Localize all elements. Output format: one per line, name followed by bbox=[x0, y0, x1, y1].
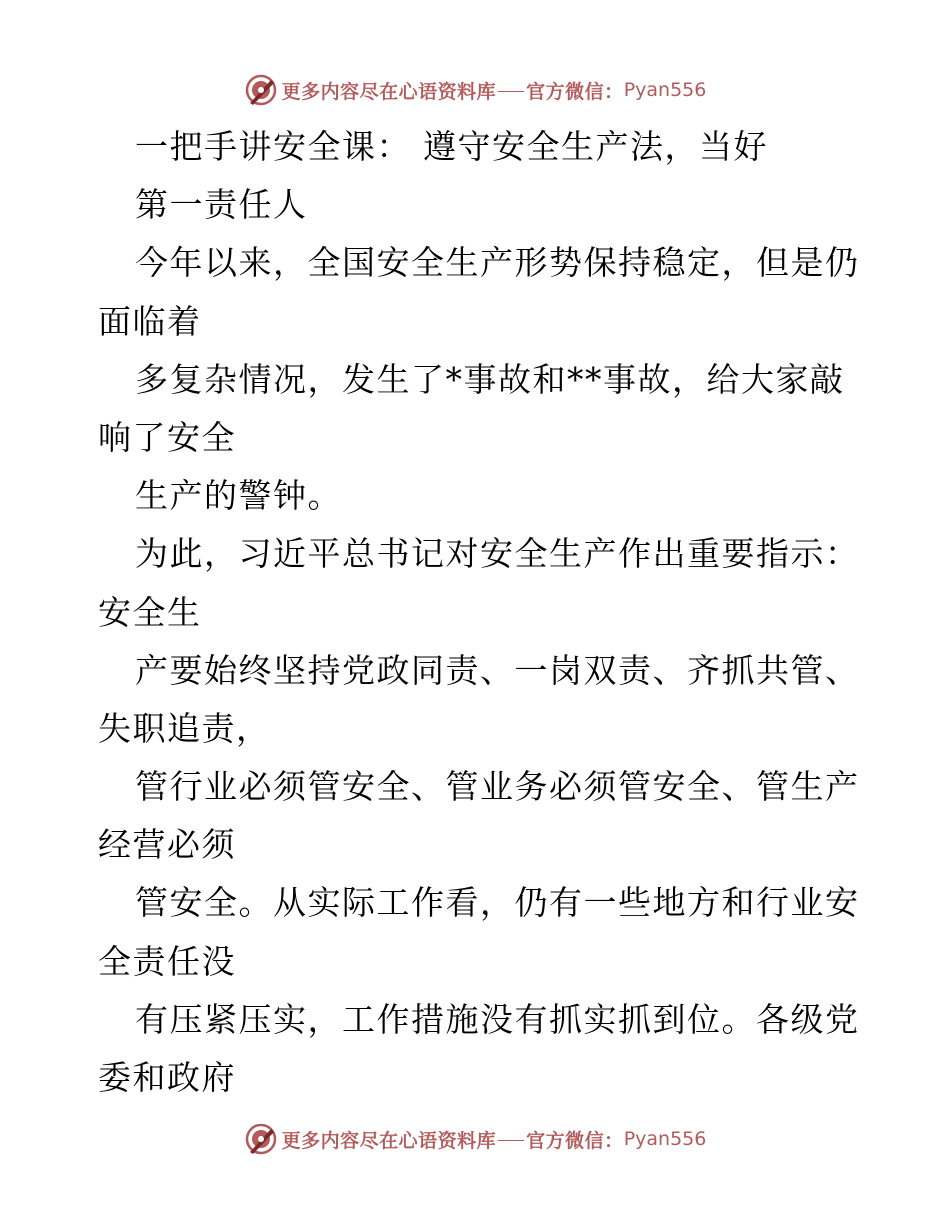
text-line: 今年以来，全国安全生产形势保持稳定，但是仍 bbox=[135, 243, 860, 283]
text-line: 管行业必须管安全、管业务必须管安全、管生产 bbox=[135, 767, 860, 807]
text-line: 响了安全 bbox=[98, 417, 236, 457]
text-line: 安全生 bbox=[98, 592, 202, 632]
watermark-dash bbox=[498, 1140, 524, 1141]
text-line: 委和政府 bbox=[98, 1058, 236, 1097]
watermark-banner-bottom bbox=[0, 1119, 950, 1159]
watermark-label: 官方微信： bbox=[526, 80, 624, 103]
text-line: 有压紧压实，工作措施没有抓实抓到位。各级党 bbox=[135, 999, 860, 1039]
watermark-banner-top bbox=[0, 70, 950, 110]
watermark-dash bbox=[498, 91, 524, 92]
text-line: 失职追责， bbox=[98, 708, 271, 748]
text-line: 多复杂情况，发生了*事故和**事故，给大家敲 bbox=[135, 359, 845, 399]
watermark-id: Pyan556 bbox=[623, 79, 707, 101]
text-line: 第一责任人 bbox=[135, 185, 308, 225]
pen-logo-icon bbox=[244, 73, 278, 107]
text-line: 为此，习近平总书记对安全生产作出重要指示： bbox=[135, 534, 860, 574]
text-line: 生产的警钟。 bbox=[135, 476, 342, 516]
watermark-text: 更多内容尽在心语资料库 bbox=[281, 1129, 497, 1152]
text-line: 全责任没 bbox=[98, 941, 236, 981]
text-line: 面临着 bbox=[98, 301, 202, 341]
text-line: 产要始终坚持党政同责、一岗双责、齐抓共管、 bbox=[135, 650, 860, 690]
document-body bbox=[98, 118, 858, 1107]
watermark-text: 更多内容尽在心语资料库 bbox=[281, 80, 497, 103]
text-line: 经营必须 bbox=[98, 825, 236, 865]
text-line: 一把手讲安全课： 遵守安全生产法，当好 bbox=[135, 127, 768, 166]
text-line: 管安全。从实际工作看，仍有一些地方和行业安 bbox=[135, 883, 860, 923]
pen-logo-icon bbox=[244, 1122, 278, 1156]
watermark-label: 官方微信： bbox=[526, 1129, 624, 1152]
watermark-id: Pyan556 bbox=[623, 1128, 707, 1150]
